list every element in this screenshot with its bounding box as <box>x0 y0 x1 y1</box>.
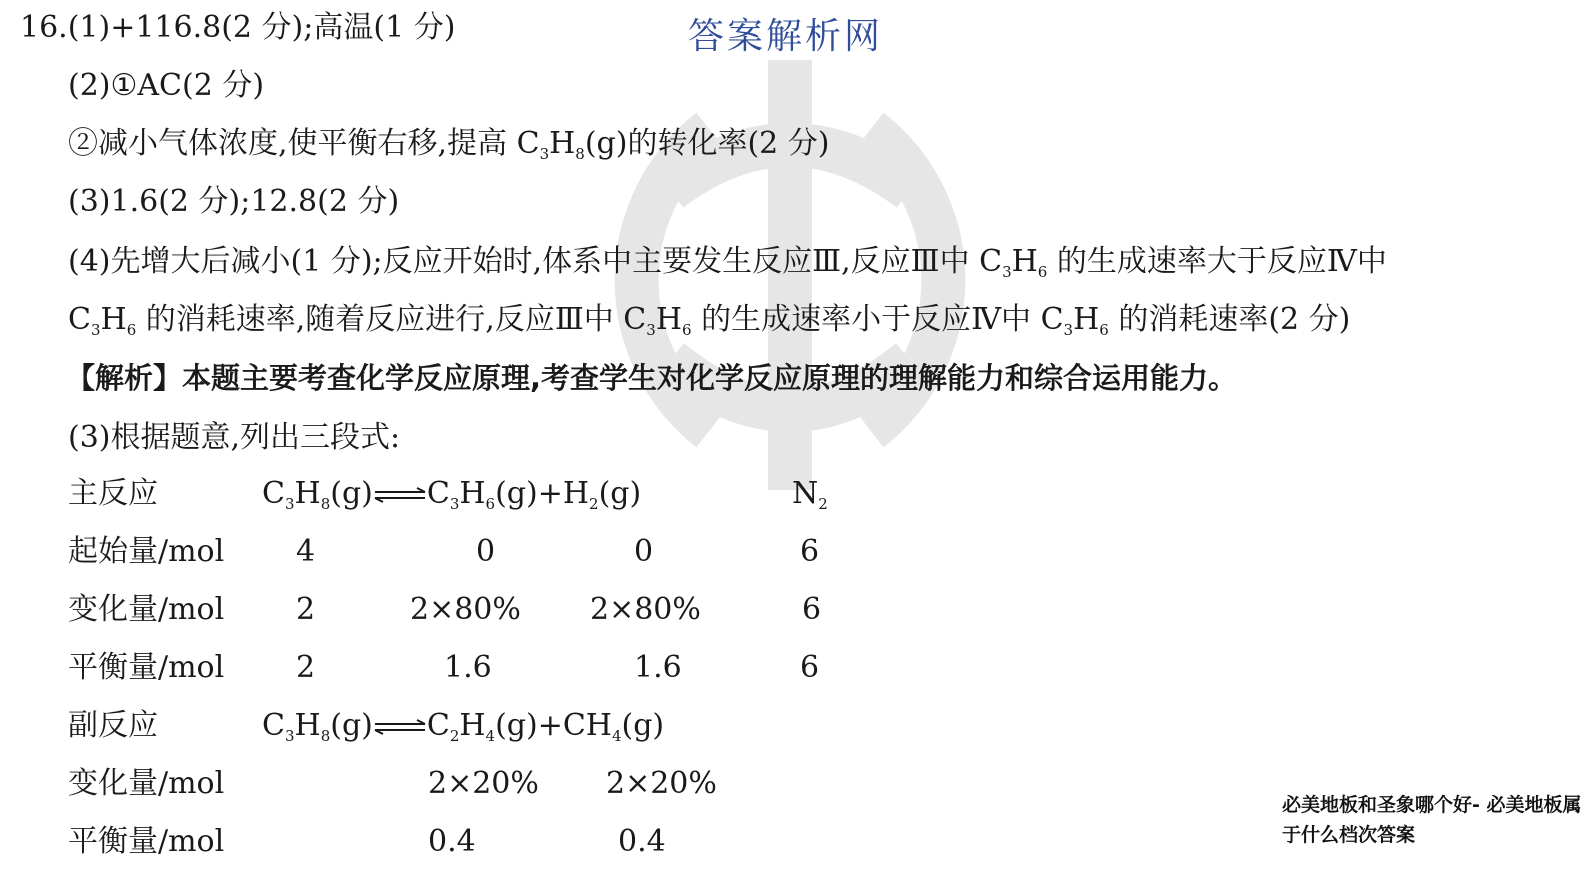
main-row-change-c3h8: 2 <box>296 592 316 627</box>
answer-line-3: ②减小气体浓度,使平衡右移,提高 $C_3H_8(g)$的转化率(2 分) <box>68 126 830 163</box>
answer-line-1: 16.(1)+116.8(2 分);高温(1 分) <box>20 10 456 45</box>
main-product1: (g)+H <box>495 476 590 511</box>
side-row-change-label: 变化量/mol <box>68 766 225 801</box>
answer-line-6-b: 的生成速率小于反应Ⅳ中 C <box>691 302 1064 337</box>
main-row-eq-n2: 6 <box>800 650 820 685</box>
answer-line-5-b: 的生成速率大于反应Ⅳ中 <box>1047 244 1387 279</box>
main-row-start-h2: 0 <box>634 534 654 569</box>
side-product1: (g)+CH <box>495 708 612 743</box>
answer-line-5-a: (4)先增大后减小(1 分);反应开始时,体系中主要发生反应Ⅲ,反应Ⅲ中 C <box>68 244 1003 279</box>
main-row-eq-label: 平衡量/mol <box>68 650 225 685</box>
n2-symbol: N <box>792 476 819 511</box>
answer-line-6-a: 的消耗速率,随着反应进行,反应Ⅲ中 C <box>136 302 647 337</box>
main-row-eq-c3h8: 2 <box>296 650 316 685</box>
side-reaction-label: 副反应 <box>68 708 158 743</box>
main-reactant-state: (g) <box>330 476 373 511</box>
main-reaction-equation: $C_3H_8(g)$ $C_3H_6(g)+H_2(g)$ <box>262 476 642 513</box>
n2-column-label: $N_2$ <box>792 476 828 513</box>
answer-line-5: (4)先增大后减小(1 分);反应开始时,体系中主要发生反应Ⅲ,反应Ⅲ中 $C_3H_6$ 的生成速率大于反应Ⅳ中 <box>68 244 1387 281</box>
main-row-start-n2: 6 <box>800 534 820 569</box>
side-row-eq-ch4: 0.4 <box>618 824 666 859</box>
main-row-eq-h2: 1.6 <box>634 650 682 685</box>
site-watermark: 答案解析网 <box>688 16 884 57</box>
answer-line-6-c: 的消耗速率(2 分) <box>1108 302 1351 337</box>
side-row-eq-c2h4: 0.4 <box>428 824 476 859</box>
main-row-start-c3h8: 4 <box>296 534 316 569</box>
analysis-heading: 【解析】本题主要考查化学反应原理,考查学生对化学反应原理的理解能力和综合运用能力。 <box>66 361 1238 395</box>
main-row-start-c3h6: 0 <box>476 534 496 569</box>
answer-line-2: (2)①AC(2 分) <box>68 68 265 103</box>
side-row-eq-label: 平衡量/mol <box>68 824 225 859</box>
side-row-change-c2h4: 2×20% <box>428 766 539 801</box>
answer-line-4: (3)1.6(2 分);12.8(2 分) <box>68 184 400 219</box>
main-row-change-n2: 6 <box>802 592 822 627</box>
main-reaction-label: 主反应 <box>68 476 158 511</box>
equilibrium-arrow-icon <box>373 719 427 735</box>
answer-line-6: $C_3H_6$ 的消耗速率,随着反应进行,反应Ⅲ中 $C_3H_6$ 的生成速率小于反应Ⅳ中 $C_3H_6$ 的消耗速率(2 分) <box>68 302 1351 339</box>
main-row-start-label: 起始量/mol <box>68 534 225 569</box>
main-row-change-label: 变化量/mol <box>68 592 225 627</box>
main-product2: (g) <box>598 476 642 511</box>
side-reaction-equation: $C_3H_8(g)$ $C_2H_4(g)+CH_4(g)$ <box>262 708 665 745</box>
answer-line-3-pre: ②减小气体浓度,使平衡右移,提高 C <box>68 126 540 161</box>
answer-line-3-post: (g)的转化率(2 分) <box>584 126 830 161</box>
main-row-change-c3h6: 2×80% <box>410 592 521 627</box>
side-reactant-state: (g) <box>330 708 373 743</box>
equilibrium-arrow-icon <box>373 487 427 503</box>
side-product2: (g) <box>621 708 665 743</box>
side-row-change-ch4: 2×20% <box>606 766 717 801</box>
main-row-change-h2: 2×80% <box>590 592 701 627</box>
analysis-intro: (3)根据题意,列出三段式: <box>68 420 401 455</box>
main-row-eq-c3h6: 1.6 <box>444 650 492 685</box>
footer-note: 必美地板和圣象哪个好- 必美地板属于什么档次答案 <box>1282 794 1582 846</box>
